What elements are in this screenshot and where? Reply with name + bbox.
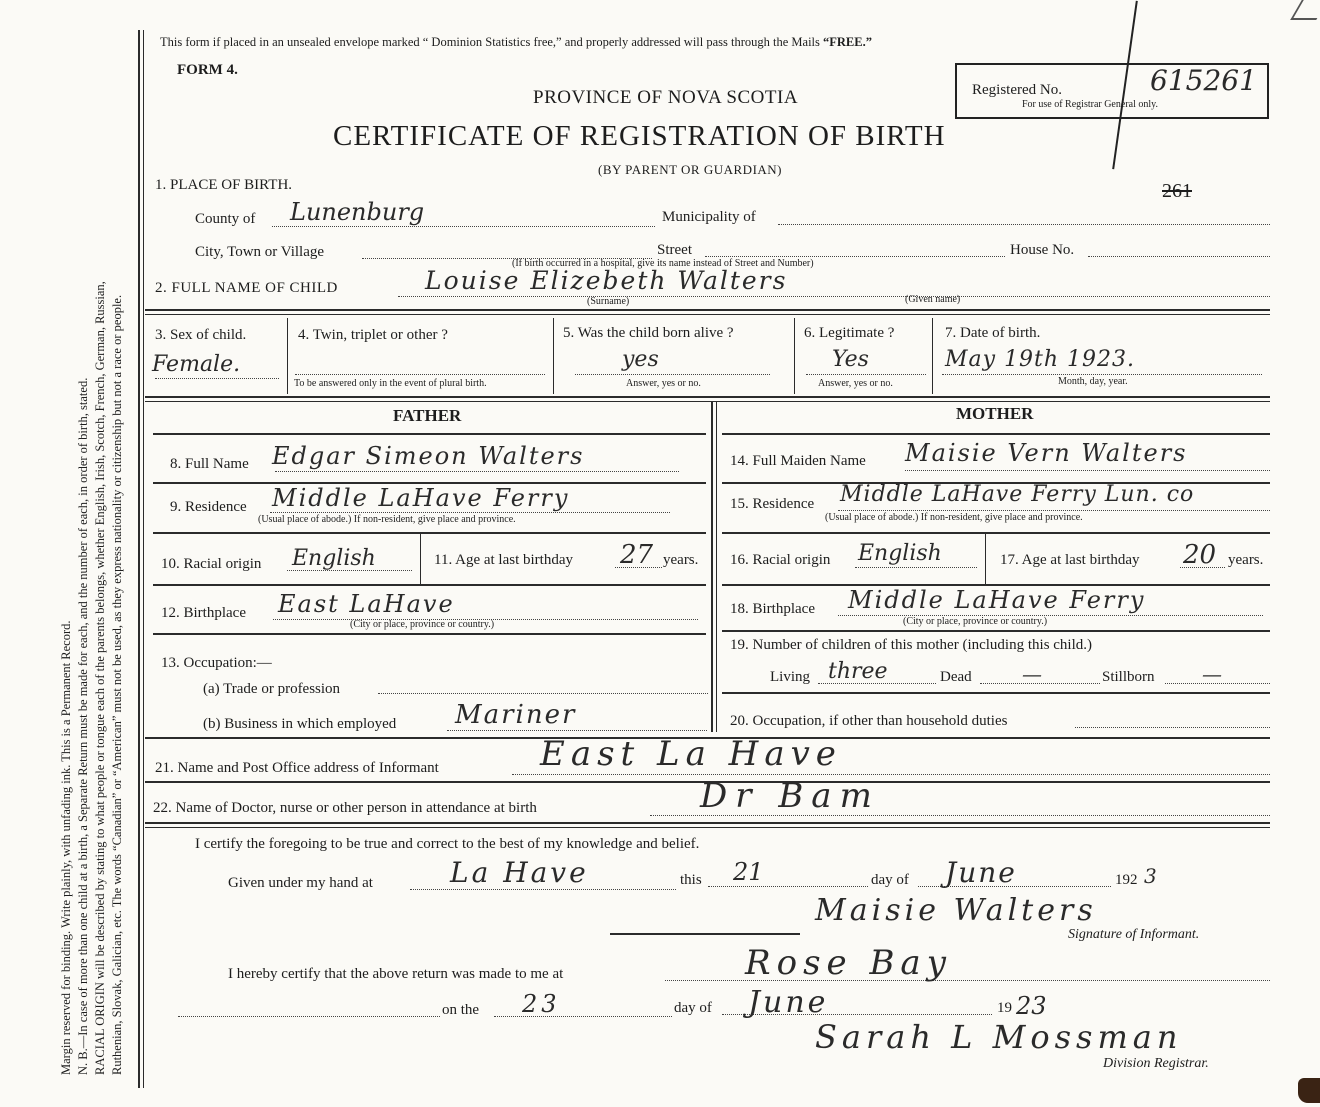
given-label: Given under my hand at	[228, 875, 373, 891]
father-occupation-label: 13. Occupation:—	[161, 655, 272, 671]
stillborn-label: Stillborn	[1102, 669, 1155, 685]
year-value: 3	[1144, 864, 1157, 888]
month-value: June	[945, 856, 1017, 889]
registrar-year-prefix: 19	[997, 1000, 1012, 1016]
municipality-label: Municipality of	[662, 209, 756, 225]
child-name-value: Louise Elizebeth Walters	[425, 266, 788, 295]
alive-note: Answer, yes or no.	[626, 378, 701, 389]
doctor-label: 22. Name of Doctor, nurse or other person in attendance at birth	[153, 800, 537, 816]
mother-residence-label: 15. Residence	[730, 496, 815, 512]
father-name-label: 8. Full Name	[170, 456, 249, 472]
mother-name-value: Maisie Vern Walters	[905, 439, 1188, 467]
given-name-note: (Given name)	[905, 294, 961, 305]
mother-birthplace-label: 18. Birthplace	[730, 601, 815, 617]
legitimate-label: 6. Legitimate ?	[804, 325, 895, 341]
mother-children-label: 19. Number of children of this mother (including this child.)	[730, 637, 1093, 653]
day-value: 21	[733, 858, 764, 886]
province-heading: PROVINCE OF NOVA SCOTIA	[533, 87, 799, 108]
twin-label: 4. Twin, triplet or other ?	[298, 327, 448, 343]
postal-note: This form if placed in an unsealed envelope marked “ Dominion Statistics free,” and properly addressed will pass through the Mails “FREE.”	[160, 35, 872, 49]
father-trade-label: (a) Trade or profession	[203, 681, 341, 697]
legitimate-note: Answer, yes or no.	[818, 378, 893, 389]
father-name-value: Edgar Simeon Walters	[272, 442, 585, 470]
sex-label: 3. Sex of child.	[155, 327, 247, 343]
mother-name-label: 14. Full Maiden Name	[730, 453, 866, 469]
registered-number: 615261	[1150, 64, 1257, 97]
mother-age-suffix: years.	[1228, 552, 1264, 568]
informant-signature-label: Signature of Informant.	[1068, 927, 1200, 942]
page-subtitle: (BY PARENT OR GUARDIAN)	[598, 162, 783, 177]
county-label: County of	[195, 211, 256, 227]
father-residence-label: 9. Residence	[170, 499, 247, 515]
alive-label: 5. Was the child born alive ?	[563, 325, 734, 341]
day-of-label: day of	[871, 872, 909, 888]
stillborn-value: —	[1202, 662, 1222, 686]
place-of-birth-heading: 1. PLACE OF BIRTH.	[155, 177, 293, 193]
city-label: City, Town or Village	[195, 244, 325, 260]
father-age-value: 27	[620, 540, 654, 570]
margin-note-1: Margin reserved for binding. Write plainly, with unfading ink. This is a Permanent Record.	[59, 620, 73, 1075]
informant-address-value: East La Have	[540, 734, 842, 774]
living-value: three	[828, 659, 888, 684]
mother-birthplace-note: (City or place, province or country.)	[903, 616, 1048, 627]
mother-residence-value: Middle LaHave Ferry Lun. co	[840, 482, 1195, 507]
margin-note-2: N. B.—In case of more than one child at a birth, a Separate Return must be made for each, and the number of each, in order of birth, stated.	[76, 377, 90, 1075]
twin-note: To be answered only in the event of plural birth.	[294, 378, 487, 389]
mother-heading: MOTHER	[956, 404, 1034, 423]
page-title: CERTIFICATE OF REGISTRATION OF BIRTH	[333, 120, 946, 152]
father-residence-value: Middle LaHave Ferry	[272, 484, 570, 512]
dob-label: 7. Date of birth.	[945, 325, 1041, 341]
mother-racial-value: English	[858, 541, 942, 566]
father-racial-label: 10. Racial origin	[161, 556, 262, 572]
dob-note: Month, day, year.	[1058, 376, 1128, 387]
mother-racial-label: 16. Racial origin	[730, 552, 831, 568]
registrar-day-of: day of	[674, 1000, 712, 1016]
legitimate-value: Yes	[832, 347, 869, 372]
this-label: this	[680, 872, 702, 888]
margin-notes	[58, 25, 126, 1075]
dead-label: Dead	[940, 669, 972, 685]
registrar-place: Rose Bay	[745, 943, 952, 983]
certify-text: I certify the foregoing to be true and correct to the best of my knowledge and belief.	[195, 836, 700, 852]
alive-value: yes	[622, 347, 659, 372]
father-age-suffix: years.	[663, 552, 699, 568]
registrar-year-value: 23	[1016, 992, 1047, 1020]
registered-label: Registered No.	[972, 82, 1062, 98]
registrar-day: 23	[522, 990, 561, 1018]
dead-value: —	[1022, 662, 1042, 686]
year-prefix: 192	[1115, 872, 1138, 888]
doctor-value: Dr Bam	[700, 776, 880, 816]
father-racial-value: English	[292, 546, 376, 571]
registrar-month: June	[748, 985, 829, 1020]
struck-number: 261	[1162, 180, 1192, 202]
mother-residence-note: (Usual place of abode.) If non-resident, give place and province.	[825, 512, 1083, 523]
dob-value: May 19th 1923.	[945, 347, 1136, 372]
mother-age-label: 17. Age at last birthday	[1000, 552, 1140, 568]
living-label: Living	[770, 669, 810, 685]
mother-occupation-label: 20. Occupation, if other than household duties	[730, 713, 1008, 729]
page-corner	[1290, 0, 1320, 20]
informant-signature: Maisie Walters	[815, 893, 1097, 928]
registrar-note: For use of Registrar General only.	[1022, 99, 1158, 110]
father-business-label: (b) Business in which employed	[203, 716, 397, 732]
county-value: Lunenburg	[290, 198, 425, 226]
informant-address-label: 21. Name and Post Office address of Informant	[155, 760, 439, 776]
on-the-label: on the	[442, 1002, 480, 1018]
hospital-note: (If birth occurred in a hospital, give its name instead of Street and Number)	[512, 258, 814, 269]
father-business-value: Mariner	[455, 700, 577, 730]
sex-value: Female.	[152, 352, 241, 377]
father-birthplace-value: East LaHave	[278, 590, 455, 618]
surname-note: (Surname)	[587, 296, 630, 307]
father-birthplace-note: (City or place, province or country.)	[350, 619, 495, 630]
margin-note-3: RACIAL ORIGIN will be described by stating to what people or tongue each of the parents belongs, whether English, Irish, Scotch, French, German, Russian,	[93, 281, 107, 1075]
margin-note-4: Ruthenian, Slovak, Galician, etc. The words “Canadian” or “American” must not be used, as they express nationality or citizenship but not a race or people.	[110, 294, 124, 1075]
registrar-signature-label: Division Registrar.	[1103, 1056, 1209, 1071]
father-heading: FATHER	[393, 406, 462, 425]
registrar-signature: Sarah L Mossman	[815, 1018, 1183, 1056]
father-age-label: 11. Age at last birthday	[434, 552, 573, 568]
mother-birthplace-value: Middle LaHave Ferry	[848, 586, 1146, 614]
registrar-text: I hereby certify that the above return was made to me at	[228, 966, 564, 982]
house-label: House No.	[1010, 242, 1075, 258]
mother-age-value: 20	[1183, 540, 1217, 570]
given-place: La Have	[450, 856, 589, 889]
margin-rule-inner	[143, 30, 144, 1088]
father-birthplace-label: 12. Birthplace	[161, 605, 246, 621]
street-label: Street	[657, 242, 692, 258]
child-name-label: 2. FULL NAME OF CHILD	[155, 280, 338, 296]
ink-stain	[1298, 1078, 1320, 1103]
form-number: FORM 4.	[177, 62, 238, 78]
margin-rule	[138, 30, 140, 1088]
father-residence-note: (Usual place of abode.) If non-resident, give place and province.	[258, 514, 516, 525]
